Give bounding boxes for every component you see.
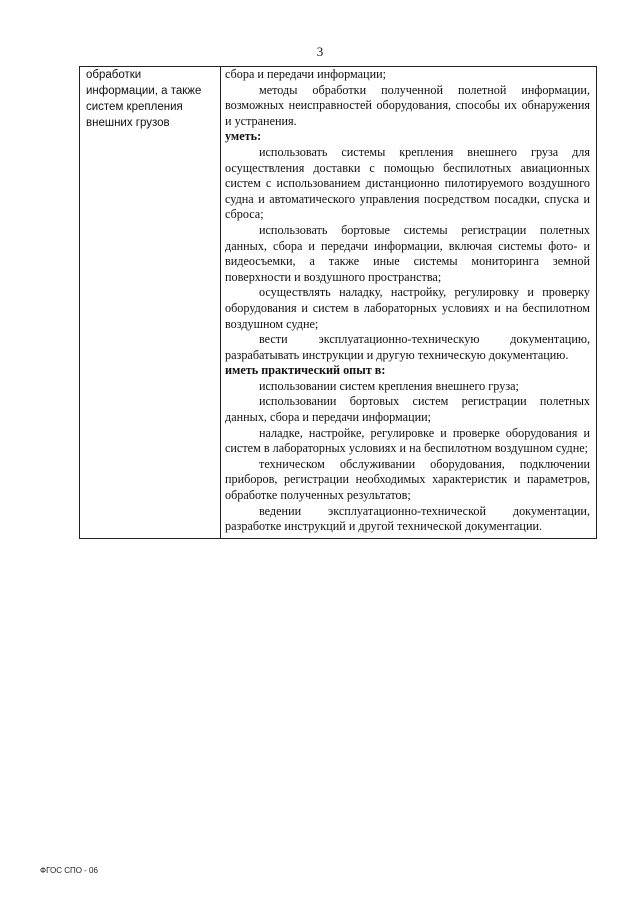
paragraph: вести эксплуатационно-техническую документацию, разрабатывать инструкции и другую техническую документацию. bbox=[225, 332, 590, 362]
left-cell-line: обработки bbox=[86, 69, 142, 81]
left-cell-line: систем крепления bbox=[86, 101, 183, 113]
paragraph: ведении эксплуатационно-технической документации, разработке инструкций и другой технической документации. bbox=[225, 503, 590, 534]
table-left-cell bbox=[80, 67, 221, 538]
paragraph: техническом обслуживании оборудования, подключении приборов, регистрации необходимых характеристик и параметров, обработке полученных результатов; bbox=[225, 456, 590, 503]
paragraph: использовать системы крепления внешнего груза для осуществления доставки с помощью беспилотных авиационных систем с использованием дистанционно пилотируемого воздушного судна и автоматического управления посредством посадки, спуска и сброса; bbox=[225, 144, 590, 222]
paragraph: использовании систем крепления внешнего груза; bbox=[259, 378, 519, 393]
paragraph: осуществлять наладку, настройку, регулировку и проверку оборудования и систем в лабораторных условиях и на беспилотном воздушном судне; bbox=[225, 285, 590, 331]
left-cell-line: внешних грузов bbox=[86, 117, 170, 129]
paragraph: использовать бортовые системы регистрации полетных данных, сбора и передачи информации, включая системы фото- и видеосъемки, а также иные системы мониторинга земной поверхности и воздушного пространства; bbox=[225, 222, 590, 284]
left-cell-line: информации, а также bbox=[86, 85, 202, 97]
section-heading-experience: иметь практический опыт в: bbox=[225, 363, 386, 378]
requirements-table bbox=[79, 66, 597, 539]
paragraph: наладке, настройке, регулировке и проверке оборудования и систем в лабораторных условиях и на беспилотном воздушном судне; bbox=[225, 425, 590, 456]
paragraph: сбора и передачи информации; bbox=[225, 67, 387, 81]
paragraph: использовании бортовых систем регистрации полетных данных, сбора и передачи информации; bbox=[225, 394, 590, 425]
section-heading-skills: уметь: bbox=[225, 129, 262, 144]
paragraph: методы обработки полученной полетной информации, возможных неисправностей оборудования, способы их обнаружения и устранения. bbox=[225, 82, 590, 128]
footer-label: ФГОС СПО - 06 bbox=[40, 866, 98, 875]
page-number: 3 bbox=[316, 44, 324, 59]
table-right-cell bbox=[221, 67, 596, 538]
